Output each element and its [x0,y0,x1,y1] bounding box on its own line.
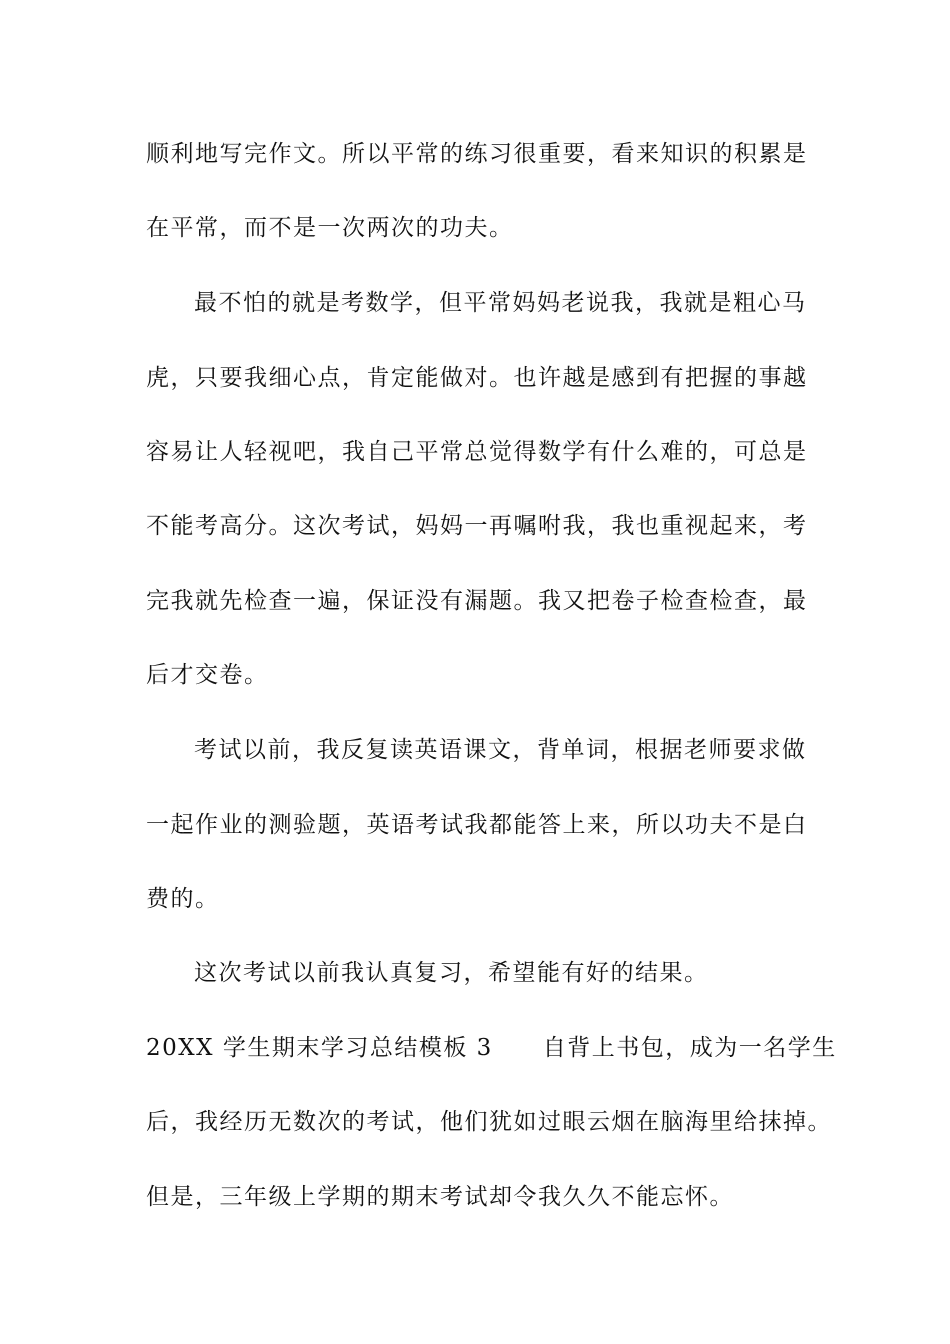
section-heading-line [146,1033,837,1063]
text-line: 在平常，而不是一次两次的功夫。 [146,215,514,241]
paragraph-start-line: 这次考试以前我认真复习，希望能有好的结果。 [194,960,709,986]
text-line: 后才交卷。 [146,662,269,688]
text-line: 顺利地写完作文。所以平常的练习很重要，看来知识的积累是 [146,141,808,167]
paragraph-start-line: 最不怕的就是考数学，但平常妈妈老说我，我就是粗心马 [194,290,807,316]
text-line: 容易让人轻视吧，我自己平常总觉得数学有什么难的，可总是 [146,439,808,465]
text-line: 后，我经历无数次的考试，他们犹如过眼云烟在脑海里给抹掉。 [146,1109,832,1135]
text-line: 虎，只要我细心点，肯定能做对。也许越是感到有把握的事越 [146,365,808,391]
text-line: 一起作业的测验题，英语考试我都能答上来，所以功夫不是白 [146,812,808,838]
paragraph-start-line: 考试以前，我反复读英语课文，背单词，根据老师要求做 [194,737,807,763]
text-line: 费的。 [146,886,220,912]
section-heading-label: 20XX 学生期末学习总结模板 3 [146,1035,493,1061]
text-line: 完我就先检查一遍，保证没有漏题。我又把卷子检查检查，最 [146,588,808,614]
section-heading-text: 自背上书包，成为一名学生 [542,1035,837,1061]
text-line: 不能考高分。这次考试，妈妈一再嘱咐我，我也重视起来，考 [146,513,808,539]
text-line: 但是，三年级上学期的期末考试却令我久久不能忘怀。 [146,1184,734,1210]
